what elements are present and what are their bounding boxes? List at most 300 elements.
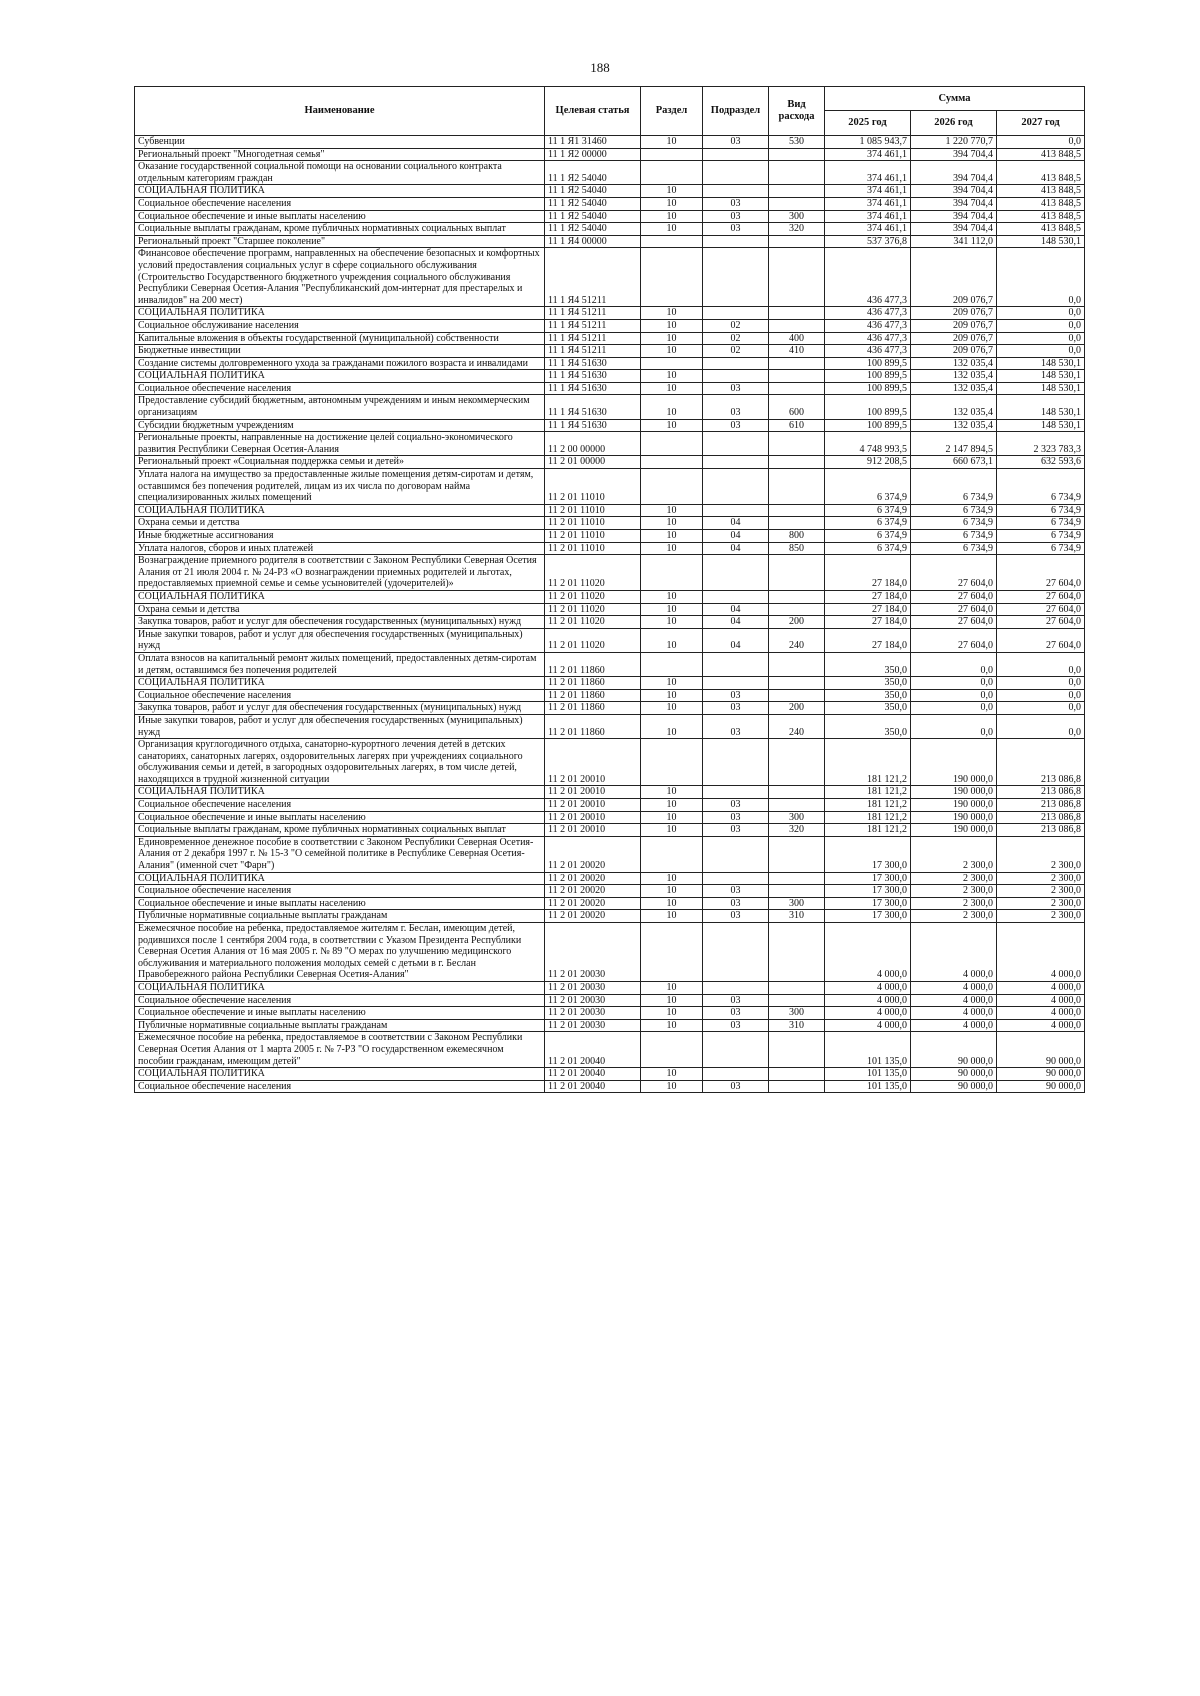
row-sum-2026: 6 734,9 bbox=[911, 504, 997, 517]
row-section: 10 bbox=[641, 542, 703, 555]
row-sum-2027: 6 734,9 bbox=[997, 530, 1085, 543]
row-name: Социальное обеспечение и иные выплаты населению bbox=[135, 811, 545, 824]
table-row bbox=[135, 897, 1085, 910]
row-subsection: 03 bbox=[703, 702, 769, 715]
row-sum-2026: 4 000,0 bbox=[911, 981, 997, 994]
row-sum-2025: 17 300,0 bbox=[825, 897, 911, 910]
row-sum-2027: 413 848,5 bbox=[997, 223, 1085, 236]
row-code: 11 2 01 20020 bbox=[545, 910, 641, 923]
row-code: 11 1 Я4 51630 bbox=[545, 357, 641, 370]
row-section: 10 bbox=[641, 702, 703, 715]
row-expense-type: 300 bbox=[769, 897, 825, 910]
row-expense-type: 240 bbox=[769, 628, 825, 652]
row-subsection bbox=[703, 1068, 769, 1081]
row-code: 11 2 01 11860 bbox=[545, 652, 641, 676]
row-sum-2025: 17 300,0 bbox=[825, 885, 911, 898]
row-code: 11 2 01 20040 bbox=[545, 1032, 641, 1068]
row-sum-2025: 436 477,3 bbox=[825, 248, 911, 307]
row-section: 10 bbox=[641, 872, 703, 885]
row-expense-type bbox=[769, 456, 825, 469]
row-subsection bbox=[703, 1032, 769, 1068]
row-sum-2025: 100 899,5 bbox=[825, 419, 911, 432]
row-subsection: 03 bbox=[703, 210, 769, 223]
table-row bbox=[135, 824, 1085, 837]
row-code: 11 1 Я4 51211 bbox=[545, 332, 641, 345]
table-row bbox=[135, 432, 1085, 456]
row-sum-2027: 2 300,0 bbox=[997, 897, 1085, 910]
row-subsection: 04 bbox=[703, 616, 769, 629]
row-name: Субсидии бюджетным учреждениям bbox=[135, 419, 545, 432]
row-sum-2025: 6 374,9 bbox=[825, 530, 911, 543]
row-sum-2025: 181 121,2 bbox=[825, 786, 911, 799]
row-subsection bbox=[703, 469, 769, 505]
row-name: Уплата налогов, сборов и иных платежей bbox=[135, 542, 545, 555]
table-row bbox=[135, 197, 1085, 210]
row-sum-2025: 6 374,9 bbox=[825, 542, 911, 555]
row-subsection: 04 bbox=[703, 530, 769, 543]
row-sum-2026: 2 147 894,5 bbox=[911, 432, 997, 456]
row-sum-2027: 0,0 bbox=[997, 702, 1085, 715]
row-sum-2027: 148 530,1 bbox=[997, 382, 1085, 395]
row-section: 10 bbox=[641, 590, 703, 603]
row-expense-type: 610 bbox=[769, 419, 825, 432]
table-row bbox=[135, 1007, 1085, 1020]
row-sum-2027: 90 000,0 bbox=[997, 1032, 1085, 1068]
row-subsection bbox=[703, 836, 769, 872]
row-name: Региональный проект "Многодетная семья" bbox=[135, 148, 545, 161]
row-subsection bbox=[703, 652, 769, 676]
row-subsection: 04 bbox=[703, 603, 769, 616]
row-subsection bbox=[703, 786, 769, 799]
row-sum-2026: 4 000,0 bbox=[911, 1007, 997, 1020]
row-sum-2026: 4 000,0 bbox=[911, 923, 997, 982]
row-subsection bbox=[703, 872, 769, 885]
row-subsection: 03 bbox=[703, 419, 769, 432]
row-sum-2025: 27 184,0 bbox=[825, 555, 911, 591]
row-expense-type bbox=[769, 1068, 825, 1081]
row-subsection: 03 bbox=[703, 1080, 769, 1093]
row-section: 10 bbox=[641, 786, 703, 799]
table-row bbox=[135, 714, 1085, 738]
row-sum-2025: 4 000,0 bbox=[825, 923, 911, 982]
row-expense-type: 400 bbox=[769, 332, 825, 345]
row-name: Социальные выплаты гражданам, кроме публичных нормативных социальных выплат bbox=[135, 223, 545, 236]
row-sum-2025: 27 184,0 bbox=[825, 590, 911, 603]
row-expense-type: 800 bbox=[769, 530, 825, 543]
row-sum-2026: 190 000,0 bbox=[911, 824, 997, 837]
row-sum-2027: 6 734,9 bbox=[997, 469, 1085, 505]
table-row bbox=[135, 148, 1085, 161]
row-sum-2026: 6 734,9 bbox=[911, 530, 997, 543]
row-sum-2026: 394 704,4 bbox=[911, 210, 997, 223]
row-section bbox=[641, 248, 703, 307]
row-section bbox=[641, 836, 703, 872]
row-sum-2025: 374 461,1 bbox=[825, 210, 911, 223]
row-name: Социальное обеспечение населения bbox=[135, 197, 545, 210]
row-section bbox=[641, 432, 703, 456]
row-sum-2025: 4 748 993,5 bbox=[825, 432, 911, 456]
row-expense-type bbox=[769, 677, 825, 690]
row-sum-2026: 209 076,7 bbox=[911, 248, 997, 307]
row-sum-2026: 190 000,0 bbox=[911, 739, 997, 786]
row-subsection: 02 bbox=[703, 332, 769, 345]
row-code: 11 1 Я2 54040 bbox=[545, 197, 641, 210]
row-sum-2027: 4 000,0 bbox=[997, 1007, 1085, 1020]
row-code: 11 1 Я4 00000 bbox=[545, 235, 641, 248]
row-subsection: 02 bbox=[703, 345, 769, 358]
row-sum-2027: 4 000,0 bbox=[997, 981, 1085, 994]
row-subsection bbox=[703, 185, 769, 198]
row-code: 11 2 01 20040 bbox=[545, 1080, 641, 1093]
table-row bbox=[135, 739, 1085, 786]
row-subsection: 04 bbox=[703, 517, 769, 530]
table-row bbox=[135, 319, 1085, 332]
row-sum-2026: 4 000,0 bbox=[911, 994, 997, 1007]
row-sum-2027: 90 000,0 bbox=[997, 1080, 1085, 1093]
row-sum-2027: 0,0 bbox=[997, 689, 1085, 702]
row-expense-type: 320 bbox=[769, 824, 825, 837]
row-sum-2027: 6 734,9 bbox=[997, 517, 1085, 530]
table-row bbox=[135, 652, 1085, 676]
row-sum-2026: 0,0 bbox=[911, 702, 997, 715]
row-sum-2027: 0,0 bbox=[997, 714, 1085, 738]
row-name: Единовременное денежное пособие в соответствии с Законом Республики Северная Осетия-Алания от 2 декабря 1997 г. № 15-З "О семейной политике в Республике Северная Осетия-Алания" (именной счет "Фарн") bbox=[135, 836, 545, 872]
table-row bbox=[135, 517, 1085, 530]
row-sum-2026: 2 300,0 bbox=[911, 872, 997, 885]
row-sum-2025: 350,0 bbox=[825, 689, 911, 702]
row-section: 10 bbox=[641, 419, 703, 432]
row-code: 11 2 01 11020 bbox=[545, 616, 641, 629]
row-sum-2026: 4 000,0 bbox=[911, 1019, 997, 1032]
row-name: СОЦИАЛЬНАЯ ПОЛИТИКА bbox=[135, 370, 545, 383]
row-code: 11 1 Я2 54040 bbox=[545, 223, 641, 236]
row-name: СОЦИАЛЬНАЯ ПОЛИТИКА bbox=[135, 786, 545, 799]
row-sum-2027: 148 530,1 bbox=[997, 395, 1085, 419]
row-expense-type bbox=[769, 307, 825, 320]
row-sum-2026: 190 000,0 bbox=[911, 786, 997, 799]
row-sum-2025: 374 461,1 bbox=[825, 223, 911, 236]
row-subsection bbox=[703, 248, 769, 307]
row-sum-2027: 148 530,1 bbox=[997, 419, 1085, 432]
row-sum-2027: 413 848,5 bbox=[997, 148, 1085, 161]
row-code: 11 2 01 20020 bbox=[545, 885, 641, 898]
row-section: 10 bbox=[641, 185, 703, 198]
header-code: Целевая статья bbox=[545, 87, 641, 136]
row-sum-2025: 6 374,9 bbox=[825, 517, 911, 530]
row-subsection bbox=[703, 590, 769, 603]
row-subsection: 03 bbox=[703, 689, 769, 702]
row-subsection bbox=[703, 357, 769, 370]
row-code: 11 1 Я4 51630 bbox=[545, 370, 641, 383]
row-sum-2025: 27 184,0 bbox=[825, 628, 911, 652]
row-sum-2026: 90 000,0 bbox=[911, 1032, 997, 1068]
table-row bbox=[135, 382, 1085, 395]
table-row bbox=[135, 677, 1085, 690]
row-name: Социальное обеспечение населения bbox=[135, 994, 545, 1007]
row-section: 10 bbox=[641, 307, 703, 320]
row-section bbox=[641, 652, 703, 676]
row-name: Вознаграждение приемного родителя в соответствии с Законом Республики Северная Осетия Алания от 21 июля 2004 г. № 24-РЗ «О вознаграждении приемных родителей и льготах, предоставляемых приемной семье и семье усыновителей (удочерителей)» bbox=[135, 555, 545, 591]
row-code: 11 1 Я2 00000 bbox=[545, 148, 641, 161]
row-section: 10 bbox=[641, 319, 703, 332]
row-sum-2025: 374 461,1 bbox=[825, 197, 911, 210]
row-sum-2027: 148 530,1 bbox=[997, 235, 1085, 248]
row-code: 11 2 01 11020 bbox=[545, 628, 641, 652]
row-name: Иные закупки товаров, работ и услуг для обеспечения государственных (муниципальных) нужд bbox=[135, 714, 545, 738]
row-sum-2025: 436 477,3 bbox=[825, 319, 911, 332]
row-sum-2025: 101 135,0 bbox=[825, 1080, 911, 1093]
row-sum-2026: 2 300,0 bbox=[911, 836, 997, 872]
row-expense-type bbox=[769, 836, 825, 872]
table-row bbox=[135, 628, 1085, 652]
row-code: 11 2 01 11860 bbox=[545, 677, 641, 690]
row-expense-type: 530 bbox=[769, 136, 825, 149]
row-subsection: 04 bbox=[703, 628, 769, 652]
row-sum-2026: 132 035,4 bbox=[911, 382, 997, 395]
row-code: 11 2 01 11860 bbox=[545, 689, 641, 702]
row-expense-type bbox=[769, 739, 825, 786]
row-expense-type bbox=[769, 994, 825, 1007]
row-code: 11 1 Я4 51211 bbox=[545, 307, 641, 320]
row-sum-2027: 213 086,8 bbox=[997, 739, 1085, 786]
row-sum-2025: 350,0 bbox=[825, 714, 911, 738]
row-sum-2027: 213 086,8 bbox=[997, 811, 1085, 824]
row-sum-2026: 1 220 770,7 bbox=[911, 136, 997, 149]
table-row bbox=[135, 469, 1085, 505]
row-sum-2026: 132 035,4 bbox=[911, 395, 997, 419]
row-expense-type bbox=[769, 786, 825, 799]
row-section bbox=[641, 739, 703, 786]
table-row bbox=[135, 504, 1085, 517]
header-2027: 2027 год bbox=[997, 111, 1085, 136]
row-sum-2027: 90 000,0 bbox=[997, 1068, 1085, 1081]
row-expense-type bbox=[769, 885, 825, 898]
table-row bbox=[135, 994, 1085, 1007]
row-expense-type: 310 bbox=[769, 1019, 825, 1032]
row-name: Социальные выплаты гражданам, кроме публичных нормативных социальных выплат bbox=[135, 824, 545, 837]
row-name: Ежемесячное пособие на ребенка, предоставляемое жителям г. Беслан, имеющим детей, родившихся после 1 сентября 2004 года, в соответствии с Указом Президента Республики Северная Осетия Алания от 16 мая 2005 г. № 89 "О мерах по улучшению медицинского обслуживания и материального положения молодых семей с детьми в г. Беслан Правобережного района Республики Северная Осетия-Алания" bbox=[135, 923, 545, 982]
row-name: Публичные нормативные социальные выплаты гражданам bbox=[135, 910, 545, 923]
row-sum-2027: 0,0 bbox=[997, 248, 1085, 307]
row-expense-type: 240 bbox=[769, 714, 825, 738]
row-subsection: 03 bbox=[703, 910, 769, 923]
row-code: 11 2 01 00000 bbox=[545, 456, 641, 469]
row-sum-2025: 374 461,1 bbox=[825, 185, 911, 198]
row-sum-2025: 6 374,9 bbox=[825, 469, 911, 505]
row-sum-2026: 394 704,4 bbox=[911, 197, 997, 210]
row-sum-2026: 132 035,4 bbox=[911, 419, 997, 432]
table-row bbox=[135, 235, 1085, 248]
table-row bbox=[135, 530, 1085, 543]
row-sum-2025: 181 121,2 bbox=[825, 824, 911, 837]
row-expense-type bbox=[769, 1032, 825, 1068]
row-expense-type bbox=[769, 923, 825, 982]
row-sum-2027: 27 604,0 bbox=[997, 628, 1085, 652]
row-code: 11 2 01 20020 bbox=[545, 897, 641, 910]
row-name: Региональные проекты, направленные на достижение целей социально-экономического развития Республики Северная Осетия-Алания bbox=[135, 432, 545, 456]
row-subsection: 03 bbox=[703, 1019, 769, 1032]
row-sum-2026: 190 000,0 bbox=[911, 811, 997, 824]
row-code: 11 2 01 20040 bbox=[545, 1068, 641, 1081]
row-expense-type bbox=[769, 689, 825, 702]
row-section bbox=[641, 235, 703, 248]
row-sum-2026: 0,0 bbox=[911, 677, 997, 690]
row-sum-2026: 27 604,0 bbox=[911, 590, 997, 603]
row-expense-type: 850 bbox=[769, 542, 825, 555]
row-sum-2026: 27 604,0 bbox=[911, 555, 997, 591]
table-body bbox=[135, 136, 1085, 1093]
row-section: 10 bbox=[641, 981, 703, 994]
row-sum-2025: 374 461,1 bbox=[825, 148, 911, 161]
row-code: 11 2 01 11860 bbox=[545, 702, 641, 715]
table-row bbox=[135, 136, 1085, 149]
table-row bbox=[135, 307, 1085, 320]
row-expense-type bbox=[769, 517, 825, 530]
row-subsection bbox=[703, 148, 769, 161]
row-expense-type bbox=[769, 370, 825, 383]
row-sum-2025: 374 461,1 bbox=[825, 161, 911, 185]
row-sum-2026: 209 076,7 bbox=[911, 345, 997, 358]
row-sum-2026: 132 035,4 bbox=[911, 357, 997, 370]
row-name: СОЦИАЛЬНАЯ ПОЛИТИКА bbox=[135, 872, 545, 885]
row-name: Социальное обеспечение населения bbox=[135, 799, 545, 812]
row-section: 10 bbox=[641, 332, 703, 345]
row-subsection bbox=[703, 504, 769, 517]
row-name: СОЦИАЛЬНАЯ ПОЛИТИКА bbox=[135, 981, 545, 994]
row-sum-2027: 0,0 bbox=[997, 319, 1085, 332]
row-sum-2026: 394 704,4 bbox=[911, 161, 997, 185]
row-section: 10 bbox=[641, 370, 703, 383]
row-expense-type: 600 bbox=[769, 395, 825, 419]
row-sum-2026: 0,0 bbox=[911, 714, 997, 738]
row-code: 11 2 01 11010 bbox=[545, 517, 641, 530]
row-expense-type bbox=[769, 799, 825, 812]
row-code: 11 1 Я4 51630 bbox=[545, 419, 641, 432]
row-sum-2026: 209 076,7 bbox=[911, 307, 997, 320]
row-expense-type bbox=[769, 382, 825, 395]
row-code: 11 2 01 20010 bbox=[545, 739, 641, 786]
row-code: 11 2 01 20030 bbox=[545, 994, 641, 1007]
row-name: Организация круглогодичного отдыха, санаторно-курортного лечения детей в детских санаториях, санаторных лагерях, оздоровительных лагерях при учреждениях социального обслуживания семьи и детей, в загородных оздоровительных лагерях, в том числе детей, находящихся в трудной жизненной ситуации bbox=[135, 739, 545, 786]
table-row bbox=[135, 1068, 1085, 1081]
row-code: 11 2 01 20020 bbox=[545, 836, 641, 872]
row-name: Охрана семьи и детства bbox=[135, 517, 545, 530]
table-row bbox=[135, 786, 1085, 799]
row-sum-2026: 2 300,0 bbox=[911, 885, 997, 898]
row-sum-2025: 181 121,2 bbox=[825, 811, 911, 824]
row-name: Субвенции bbox=[135, 136, 545, 149]
table-row bbox=[135, 1032, 1085, 1068]
row-name: Публичные нормативные социальные выплаты гражданам bbox=[135, 1019, 545, 1032]
row-subsection: 02 bbox=[703, 319, 769, 332]
row-sum-2025: 350,0 bbox=[825, 702, 911, 715]
row-sum-2025: 100 899,5 bbox=[825, 370, 911, 383]
row-expense-type bbox=[769, 357, 825, 370]
row-code: 11 2 01 11010 bbox=[545, 542, 641, 555]
row-sum-2025: 17 300,0 bbox=[825, 910, 911, 923]
header-sum: Сумма bbox=[825, 87, 1085, 111]
row-expense-type: 320 bbox=[769, 223, 825, 236]
row-name: СОЦИАЛЬНАЯ ПОЛИТИКА bbox=[135, 590, 545, 603]
row-subsection bbox=[703, 923, 769, 982]
table-row bbox=[135, 616, 1085, 629]
row-sum-2026: 394 704,4 bbox=[911, 185, 997, 198]
row-sum-2027: 0,0 bbox=[997, 677, 1085, 690]
row-section bbox=[641, 923, 703, 982]
row-sum-2026: 27 604,0 bbox=[911, 603, 997, 616]
row-code: 11 1 Я4 51630 bbox=[545, 395, 641, 419]
row-sum-2025: 4 000,0 bbox=[825, 1007, 911, 1020]
row-name: Ежемесячное пособие на ребенка, предоставляемое в соответствии с Законом Республики Северная Осетия Алания от 1 марта 2005 г. № 7-РЗ "О государственном ежемесячном пособии гражданам, имеющим детей" bbox=[135, 1032, 545, 1068]
table-row bbox=[135, 923, 1085, 982]
row-section: 10 bbox=[641, 603, 703, 616]
row-name: СОЦИАЛЬНАЯ ПОЛИТИКА bbox=[135, 504, 545, 517]
row-sum-2026: 190 000,0 bbox=[911, 799, 997, 812]
row-code: 11 1 Я2 54040 bbox=[545, 185, 641, 198]
row-sum-2026: 27 604,0 bbox=[911, 616, 997, 629]
row-sum-2027: 6 734,9 bbox=[997, 542, 1085, 555]
row-subsection bbox=[703, 432, 769, 456]
row-sum-2026: 6 734,9 bbox=[911, 542, 997, 555]
row-code: 11 2 01 11020 bbox=[545, 590, 641, 603]
table-row bbox=[135, 799, 1085, 812]
row-expense-type bbox=[769, 432, 825, 456]
table-row bbox=[135, 689, 1085, 702]
row-sum-2027: 2 300,0 bbox=[997, 836, 1085, 872]
row-subsection: 04 bbox=[703, 542, 769, 555]
row-code: 11 2 01 20030 bbox=[545, 1019, 641, 1032]
table-row bbox=[135, 811, 1085, 824]
row-expense-type: 310 bbox=[769, 910, 825, 923]
row-code: 11 1 Я4 51211 bbox=[545, 319, 641, 332]
row-expense-type bbox=[769, 248, 825, 307]
row-section: 10 bbox=[641, 395, 703, 419]
row-expense-type bbox=[769, 981, 825, 994]
row-sum-2025: 101 135,0 bbox=[825, 1032, 911, 1068]
row-subsection: 03 bbox=[703, 799, 769, 812]
row-sum-2027: 2 300,0 bbox=[997, 872, 1085, 885]
row-section: 10 bbox=[641, 223, 703, 236]
row-name: СОЦИАЛЬНАЯ ПОЛИТИКА bbox=[135, 677, 545, 690]
row-section: 10 bbox=[641, 897, 703, 910]
row-sum-2026: 132 035,4 bbox=[911, 370, 997, 383]
row-code: 11 2 01 20010 bbox=[545, 811, 641, 824]
row-code: 11 2 01 11010 bbox=[545, 530, 641, 543]
row-sum-2027: 413 848,5 bbox=[997, 197, 1085, 210]
row-sum-2025: 17 300,0 bbox=[825, 872, 911, 885]
row-code: 11 2 00 00000 bbox=[545, 432, 641, 456]
row-code: 11 1 Я4 51211 bbox=[545, 248, 641, 307]
row-code: 11 1 Я2 54040 bbox=[545, 161, 641, 185]
row-expense-type bbox=[769, 469, 825, 505]
row-subsection bbox=[703, 235, 769, 248]
row-sum-2026: 6 734,9 bbox=[911, 517, 997, 530]
row-section: 10 bbox=[641, 616, 703, 629]
row-section bbox=[641, 357, 703, 370]
row-section: 10 bbox=[641, 1080, 703, 1093]
header-section: Раздел bbox=[641, 87, 703, 136]
row-code: 11 1 Я4 51630 bbox=[545, 382, 641, 395]
row-sum-2026: 27 604,0 bbox=[911, 628, 997, 652]
row-expense-type: 200 bbox=[769, 616, 825, 629]
row-name: Охрана семьи и детства bbox=[135, 603, 545, 616]
table-row bbox=[135, 332, 1085, 345]
row-subsection bbox=[703, 456, 769, 469]
table-row bbox=[135, 357, 1085, 370]
row-section bbox=[641, 469, 703, 505]
row-name: Закупка товаров, работ и услуг для обеспечения государственных (муниципальных) нужд bbox=[135, 616, 545, 629]
row-sum-2026: 394 704,4 bbox=[911, 223, 997, 236]
